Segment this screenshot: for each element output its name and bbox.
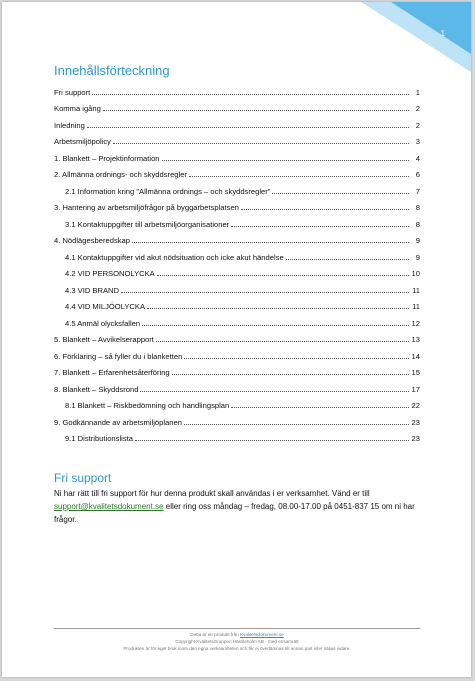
toc-entry-label: 9.1 Distributionslista <box>65 434 133 443</box>
toc-entry-label: 4.3 VID BRAND <box>65 285 120 295</box>
toc-entry-page: 8 <box>415 219 420 229</box>
page-number: 1 <box>440 29 445 38</box>
footer <box>42 631 432 652</box>
toc-entry-label: Inledning <box>54 120 85 130</box>
toc-entry-page: 11 <box>412 302 420 311</box>
footer-copyright: Copyright KvalitetsGruppen Hässleholm AB - med ensamrätt <box>175 639 299 644</box>
toc-entry-page: 6 <box>415 170 420 179</box>
toc-entry-page: 23 <box>411 417 420 427</box>
support-email-link[interactable]: support@kvalitetsdokument.se <box>54 502 164 511</box>
toc-entry-label: 1. Blankett – Projektinformation <box>54 153 160 163</box>
toc-entry[interactable] <box>54 278 420 295</box>
toc-entry-page: 7 <box>415 186 420 196</box>
toc-entry[interactable] <box>54 130 420 147</box>
toc-dot-leader <box>87 126 409 128</box>
toc-dot-leader <box>231 406 409 408</box>
toc-dot-leader <box>231 225 409 227</box>
support-text <box>54 487 422 526</box>
toc-entry[interactable] <box>54 146 420 163</box>
toc-entry-page: 8 <box>415 203 420 212</box>
toc-dot-leader <box>132 241 409 243</box>
toc-entry[interactable] <box>54 377 420 394</box>
support-heading: Fri support <box>54 471 112 485</box>
toc-entry-page: 4 <box>415 153 420 163</box>
toc-entry-page: 1 <box>415 87 420 97</box>
toc-entry-page: 12 <box>411 318 420 328</box>
toc-entry-label: 6. Förklaring – så fyller du i blanketten <box>54 351 183 361</box>
footer-usage-note: Produkten är för eget bruk inom den egna verksamheten och får ej överlämnas till annan part eller säljas vidare. <box>123 646 351 651</box>
toc-entry[interactable] <box>54 163 420 180</box>
toc-entry[interactable] <box>54 229 420 246</box>
toc-entry[interactable] <box>54 295 420 312</box>
toc-entry[interactable] <box>54 196 420 213</box>
toc-entry-page: 14 <box>411 351 420 361</box>
toc-entry-page: 9 <box>415 236 420 245</box>
toc-dot-leader <box>272 192 409 194</box>
table-of-contents <box>54 80 420 443</box>
toc-entry-label: 2. Allmänna ordnings- och skyddsregler <box>54 170 187 179</box>
toc-dot-leader <box>189 175 409 177</box>
toc-entry[interactable] <box>54 328 420 345</box>
toc-entry[interactable] <box>54 427 420 444</box>
toc-dot-leader <box>184 357 409 359</box>
toc-title: Innehållsförteckning <box>54 63 170 78</box>
toc-entry-label: Fri support <box>54 87 91 97</box>
corner-decoration <box>361 2 471 72</box>
toc-entry[interactable] <box>54 344 420 361</box>
toc-entry-label: 4.1 Kontaktuppgifter vid akut nödsituation och icke akut händelse <box>65 252 284 262</box>
toc-entry-page: 22 <box>411 401 420 410</box>
toc-dot-leader <box>121 291 409 293</box>
toc-entry-label: 8.1 Blankett – Riskbedömning och handlingsplan <box>65 401 230 410</box>
support-text-before: Ni har rätt till fri support för hur denna produkt skall användas i er verksamhet. Vänd er till <box>54 489 370 498</box>
toc-entry[interactable] <box>54 410 420 427</box>
toc-entry[interactable] <box>54 311 420 328</box>
toc-dot-leader <box>156 340 409 342</box>
toc-dot-leader <box>162 159 409 161</box>
toc-entry-label: Arbetsmiljöpolicy <box>54 137 111 146</box>
toc-entry-page: 2 <box>415 120 420 130</box>
toc-dot-leader <box>103 109 409 111</box>
toc-entry-page: 23 <box>411 434 420 443</box>
toc-entry[interactable] <box>54 80 420 97</box>
document-page <box>2 2 471 677</box>
toc-entry-label: 7. Blankett – Erfarenhetsåterföring <box>54 368 170 377</box>
toc-entry-page: 9 <box>415 252 420 262</box>
footer-site-link[interactable]: Kvalitetsdokument.se <box>240 632 284 637</box>
support-text-after: eller ring oss måndag – fredag, 08.00-17.00 på 0451-837 15 om ni har frågor. <box>54 502 415 524</box>
footer-divider <box>54 628 420 629</box>
toc-dot-leader <box>113 142 409 144</box>
toc-entry[interactable] <box>54 212 420 229</box>
toc-entry-label: 4.2 VID PERSONOLYCKA <box>65 269 155 278</box>
toc-entry[interactable] <box>54 394 420 411</box>
toc-entry[interactable] <box>54 245 420 262</box>
toc-entry-label: 3. Hantering av arbetsmiljöfrågor på byggarbetsplatsen <box>54 203 239 212</box>
toc-dot-leader <box>172 373 409 375</box>
toc-dot-leader <box>241 208 409 210</box>
toc-entry-label: 5. Blankett – Avvikelserapport <box>54 335 154 344</box>
toc-entry-label: 2.1 Information kring "Allmänna ordnings – och skyddsregler" <box>65 186 271 196</box>
toc-entry-page: 3 <box>415 137 420 146</box>
toc-entry-page: 2 <box>415 104 420 113</box>
toc-entry-page: 15 <box>411 368 420 377</box>
toc-entry-label: 3.1 Kontaktuppgifter till arbetsmiljöorganisationer <box>65 219 230 229</box>
toc-entry[interactable] <box>54 113 420 130</box>
toc-entry-label: 4.5 Anmäl olycksfallen <box>65 318 141 328</box>
toc-dot-leader <box>92 93 409 95</box>
toc-entry-label: 4.4 VID MILJÖOLYCKA <box>65 302 146 311</box>
toc-entry[interactable] <box>54 97 420 114</box>
toc-entry-page: 17 <box>411 384 420 394</box>
toc-entry-label: 8. Blankett – Skyddsrond <box>54 384 139 394</box>
toc-dot-leader <box>147 307 409 309</box>
toc-dot-leader <box>135 439 409 441</box>
toc-dot-leader <box>184 423 409 425</box>
toc-entry[interactable] <box>54 262 420 279</box>
toc-entry-label: Komma igång <box>54 104 101 113</box>
toc-entry-label: 4. Nödlägesberedskap <box>54 236 130 245</box>
footer-line-1 <box>42 631 432 638</box>
toc-entry-page: 11 <box>412 285 420 295</box>
toc-entry[interactable] <box>54 361 420 378</box>
toc-dot-leader <box>286 258 409 260</box>
toc-dot-leader <box>142 324 409 326</box>
toc-dot-leader <box>157 274 409 276</box>
toc-dot-leader <box>140 390 409 392</box>
toc-entry[interactable] <box>54 179 420 196</box>
footer-prefix: Detta är en produkt från <box>190 632 241 637</box>
toc-entry-page: 13 <box>411 335 420 344</box>
toc-entry-page: 10 <box>411 269 420 278</box>
toc-entry-label: 9. Godkännande av arbetsmiljöplanen <box>54 417 182 427</box>
